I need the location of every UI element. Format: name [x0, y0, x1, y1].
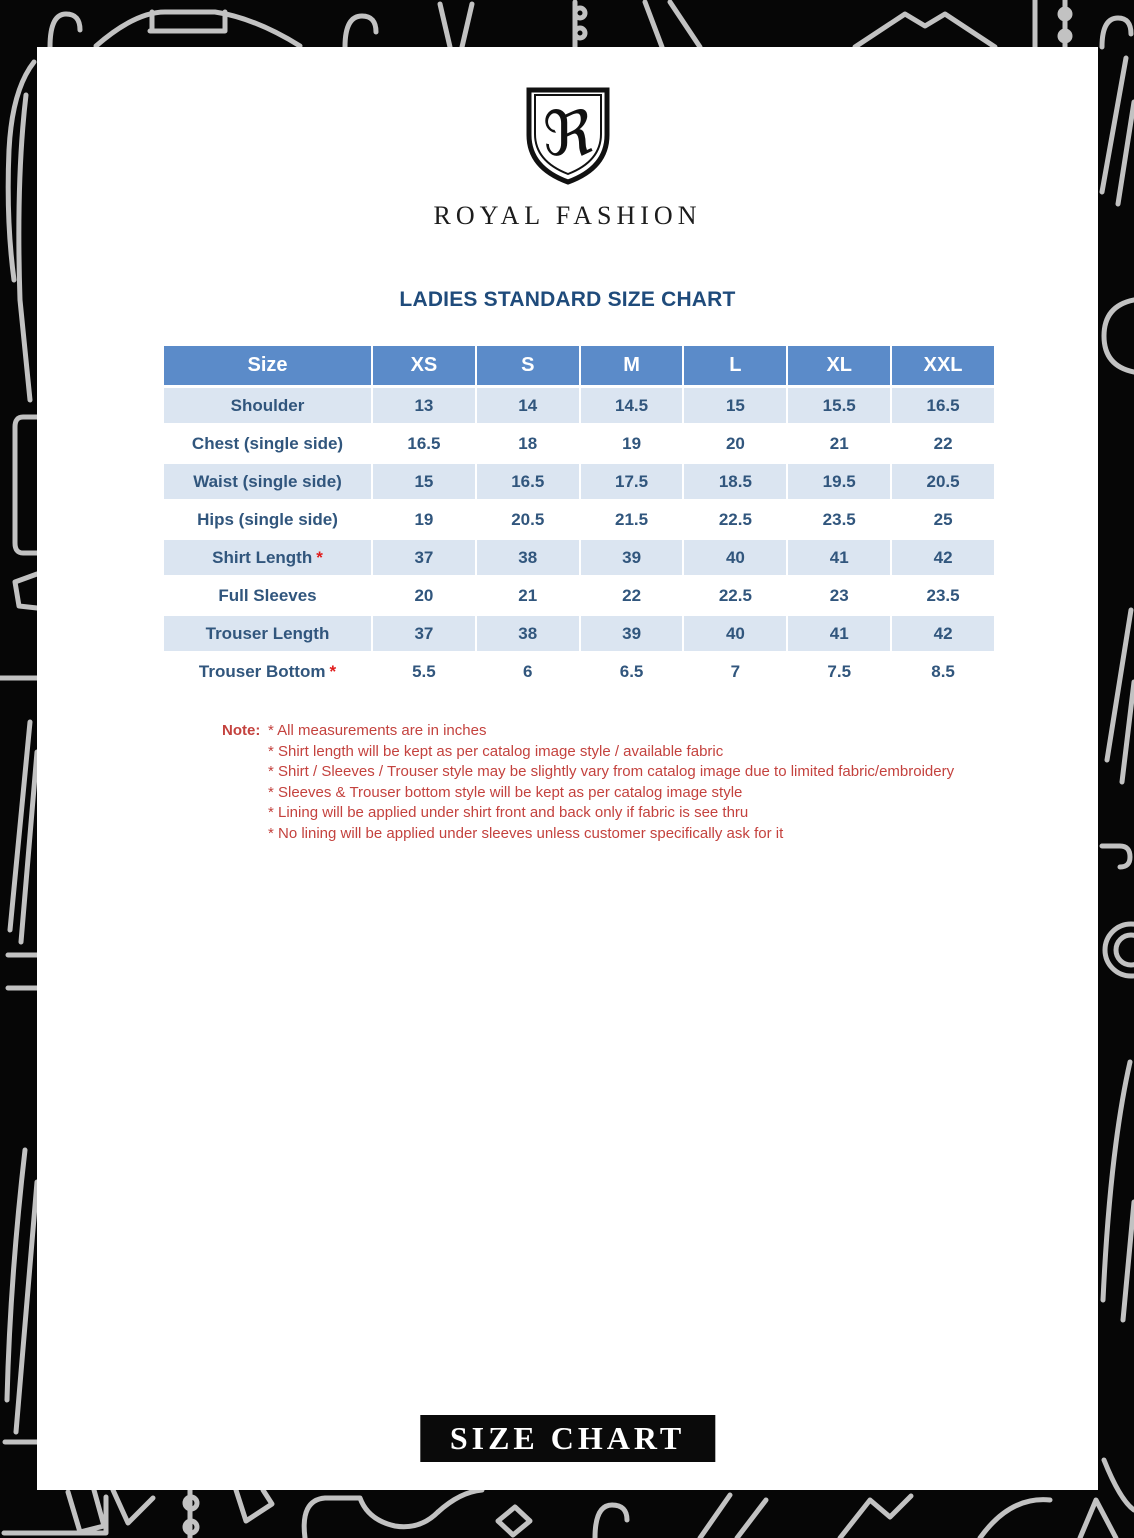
measurement-label: [164, 616, 371, 651]
size-table-header-cell: M: [581, 346, 683, 385]
measurement-value-cell: 7.5: [788, 654, 890, 689]
measurement-label-text: Shoulder: [230, 395, 305, 415]
table-row: [164, 464, 994, 499]
measurement-value-cell: 8.5: [892, 654, 994, 689]
measurement-value-cell: 17.5: [581, 464, 683, 499]
note-line: [222, 783, 1022, 804]
measurement-value-cell: 22: [581, 578, 683, 613]
measurement-value-cell: 15.5: [788, 388, 890, 423]
measurement-label: [164, 540, 371, 575]
note-line: [222, 742, 1022, 763]
red-asterisk: *: [329, 661, 337, 681]
measurement-value-cell: 37: [373, 540, 475, 575]
note-label: [222, 824, 268, 845]
note-line: [222, 762, 1022, 783]
note-text: * Sleeves & Trouser bottom style will be kept as per catalog image style: [268, 783, 743, 801]
measurement-value-cell: 19: [581, 426, 683, 461]
size-table-header-row: [164, 346, 994, 385]
table-row: [164, 540, 994, 575]
measurement-label-text: Hips (single side): [197, 509, 338, 529]
note-label: [222, 742, 268, 763]
measurement-value-cell: 39: [581, 540, 683, 575]
note-label: Note:: [222, 722, 261, 739]
measurement-value-cell: 19.5: [788, 464, 890, 499]
size-chart-table: [162, 343, 996, 692]
measurement-label: [164, 502, 371, 537]
note-label: [222, 783, 268, 804]
red-asterisk: *: [316, 547, 323, 567]
measurement-value-cell: 23.5: [788, 502, 890, 537]
measurement-value-cell: 19: [373, 502, 475, 537]
table-row: [164, 388, 994, 423]
measurement-value-cell: 16.5: [373, 426, 475, 461]
measurement-value-cell: 18: [477, 426, 579, 461]
measurement-value-cell: 22.5: [684, 502, 786, 537]
measurement-value-cell: 7: [684, 654, 786, 689]
measurement-value-cell: 42: [892, 540, 994, 575]
measurement-value-cell: 40: [684, 540, 786, 575]
note-text: * Lining will be applied under shirt front and back only if fabric is see thru: [268, 804, 749, 821]
size-chart-page: [37, 47, 1098, 1490]
measurement-label: [164, 464, 371, 499]
measurement-label-text: Waist (single side): [193, 471, 342, 491]
measurement-label-text: Chest (single side): [191, 433, 344, 453]
measurement-value-cell: 23: [788, 578, 890, 613]
measurement-value-cell: 37: [373, 616, 475, 651]
measurement-value-cell: 16.5: [892, 388, 994, 423]
brand-logo-block: [37, 83, 1098, 231]
measurement-value-cell: 25: [892, 502, 994, 537]
size-table-header-cell: Size: [164, 346, 371, 385]
measurement-label-text: Trouser Bottom: [198, 661, 326, 681]
size-table-header-cell: XS: [373, 346, 475, 385]
measurement-value-cell: 22: [892, 426, 994, 461]
measurement-label-text: Shirt Length: [212, 547, 313, 567]
measurement-value-cell: 20: [373, 578, 475, 613]
measurement-value-cell: 5.5: [373, 654, 475, 689]
measurement-label-text: Full Sleeves: [218, 585, 317, 605]
measurement-label: [164, 426, 371, 461]
size-table-header-cell: L: [684, 346, 786, 385]
measurement-value-cell: 20.5: [477, 502, 579, 537]
measurement-label-text: Trouser Length: [205, 623, 330, 643]
table-row: [164, 654, 994, 689]
measurement-value-cell: 6.5: [581, 654, 683, 689]
note-line: [222, 721, 1022, 742]
table-row: [164, 502, 994, 537]
measurement-value-cell: 15: [684, 388, 786, 423]
size-table-header-cell: S: [477, 346, 579, 385]
measurement-value-cell: 21: [788, 426, 890, 461]
notes-block: [222, 721, 1022, 844]
table-row: [164, 616, 994, 651]
measurement-value-cell: 14: [477, 388, 579, 423]
size-table-header-cell: XL: [788, 346, 890, 385]
measurement-value-cell: 21.5: [581, 502, 683, 537]
measurement-value-cell: 6: [477, 654, 579, 689]
page-title: LADIES STANDARD SIZE CHART: [399, 288, 736, 311]
table-row: [164, 578, 994, 613]
measurement-value-cell: 42: [892, 616, 994, 651]
size-table-header-cell: XXL: [892, 346, 994, 385]
measurement-label: [164, 578, 371, 613]
measurement-value-cell: 38: [477, 616, 579, 651]
table-row: [164, 426, 994, 461]
measurement-label: [164, 654, 371, 689]
royal-fashion-shield-logo-icon: [522, 83, 614, 185]
measurement-value-cell: 40: [684, 616, 786, 651]
shield-letter: ℜ: [542, 97, 593, 170]
measurement-label: [164, 388, 371, 423]
brand-name: ROYAL FASHION: [433, 201, 702, 230]
measurement-value-cell: 14.5: [581, 388, 683, 423]
measurement-value-cell: 16.5: [477, 464, 579, 499]
measurement-value-cell: 41: [788, 616, 890, 651]
note-text: * No lining will be applied under sleeves unless customer specifically ask for it: [268, 824, 784, 842]
measurement-value-cell: 39: [581, 616, 683, 651]
measurement-value-cell: 18.5: [684, 464, 786, 499]
measurement-value-cell: 15: [373, 464, 475, 499]
measurement-value-cell: 20: [684, 426, 786, 461]
measurement-value-cell: 20.5: [892, 464, 994, 499]
note-text: * Shirt / Sleeves / Trouser style may be slightly vary from catalog image due to limited fabric/embroidery: [268, 763, 955, 780]
note-text: * Shirt length will be kept as per catalog image style / available fabric: [268, 742, 724, 760]
note-line: [222, 824, 1022, 845]
measurement-value-cell: 38: [477, 540, 579, 575]
measurement-value-cell: 13: [373, 388, 475, 423]
note-text: * All measurements are in inches: [268, 722, 487, 739]
measurement-value-cell: 22.5: [684, 578, 786, 613]
measurement-value-cell: 41: [788, 540, 890, 575]
note-label: [222, 762, 268, 783]
measurement-value-cell: 21: [477, 578, 579, 613]
size-table-wrap: [162, 343, 996, 692]
note-label: [222, 803, 268, 824]
footer-size-chart-banner: SIZE CHART: [420, 1415, 715, 1462]
measurement-value-cell: 23.5: [892, 578, 994, 613]
note-line: [222, 803, 1022, 824]
